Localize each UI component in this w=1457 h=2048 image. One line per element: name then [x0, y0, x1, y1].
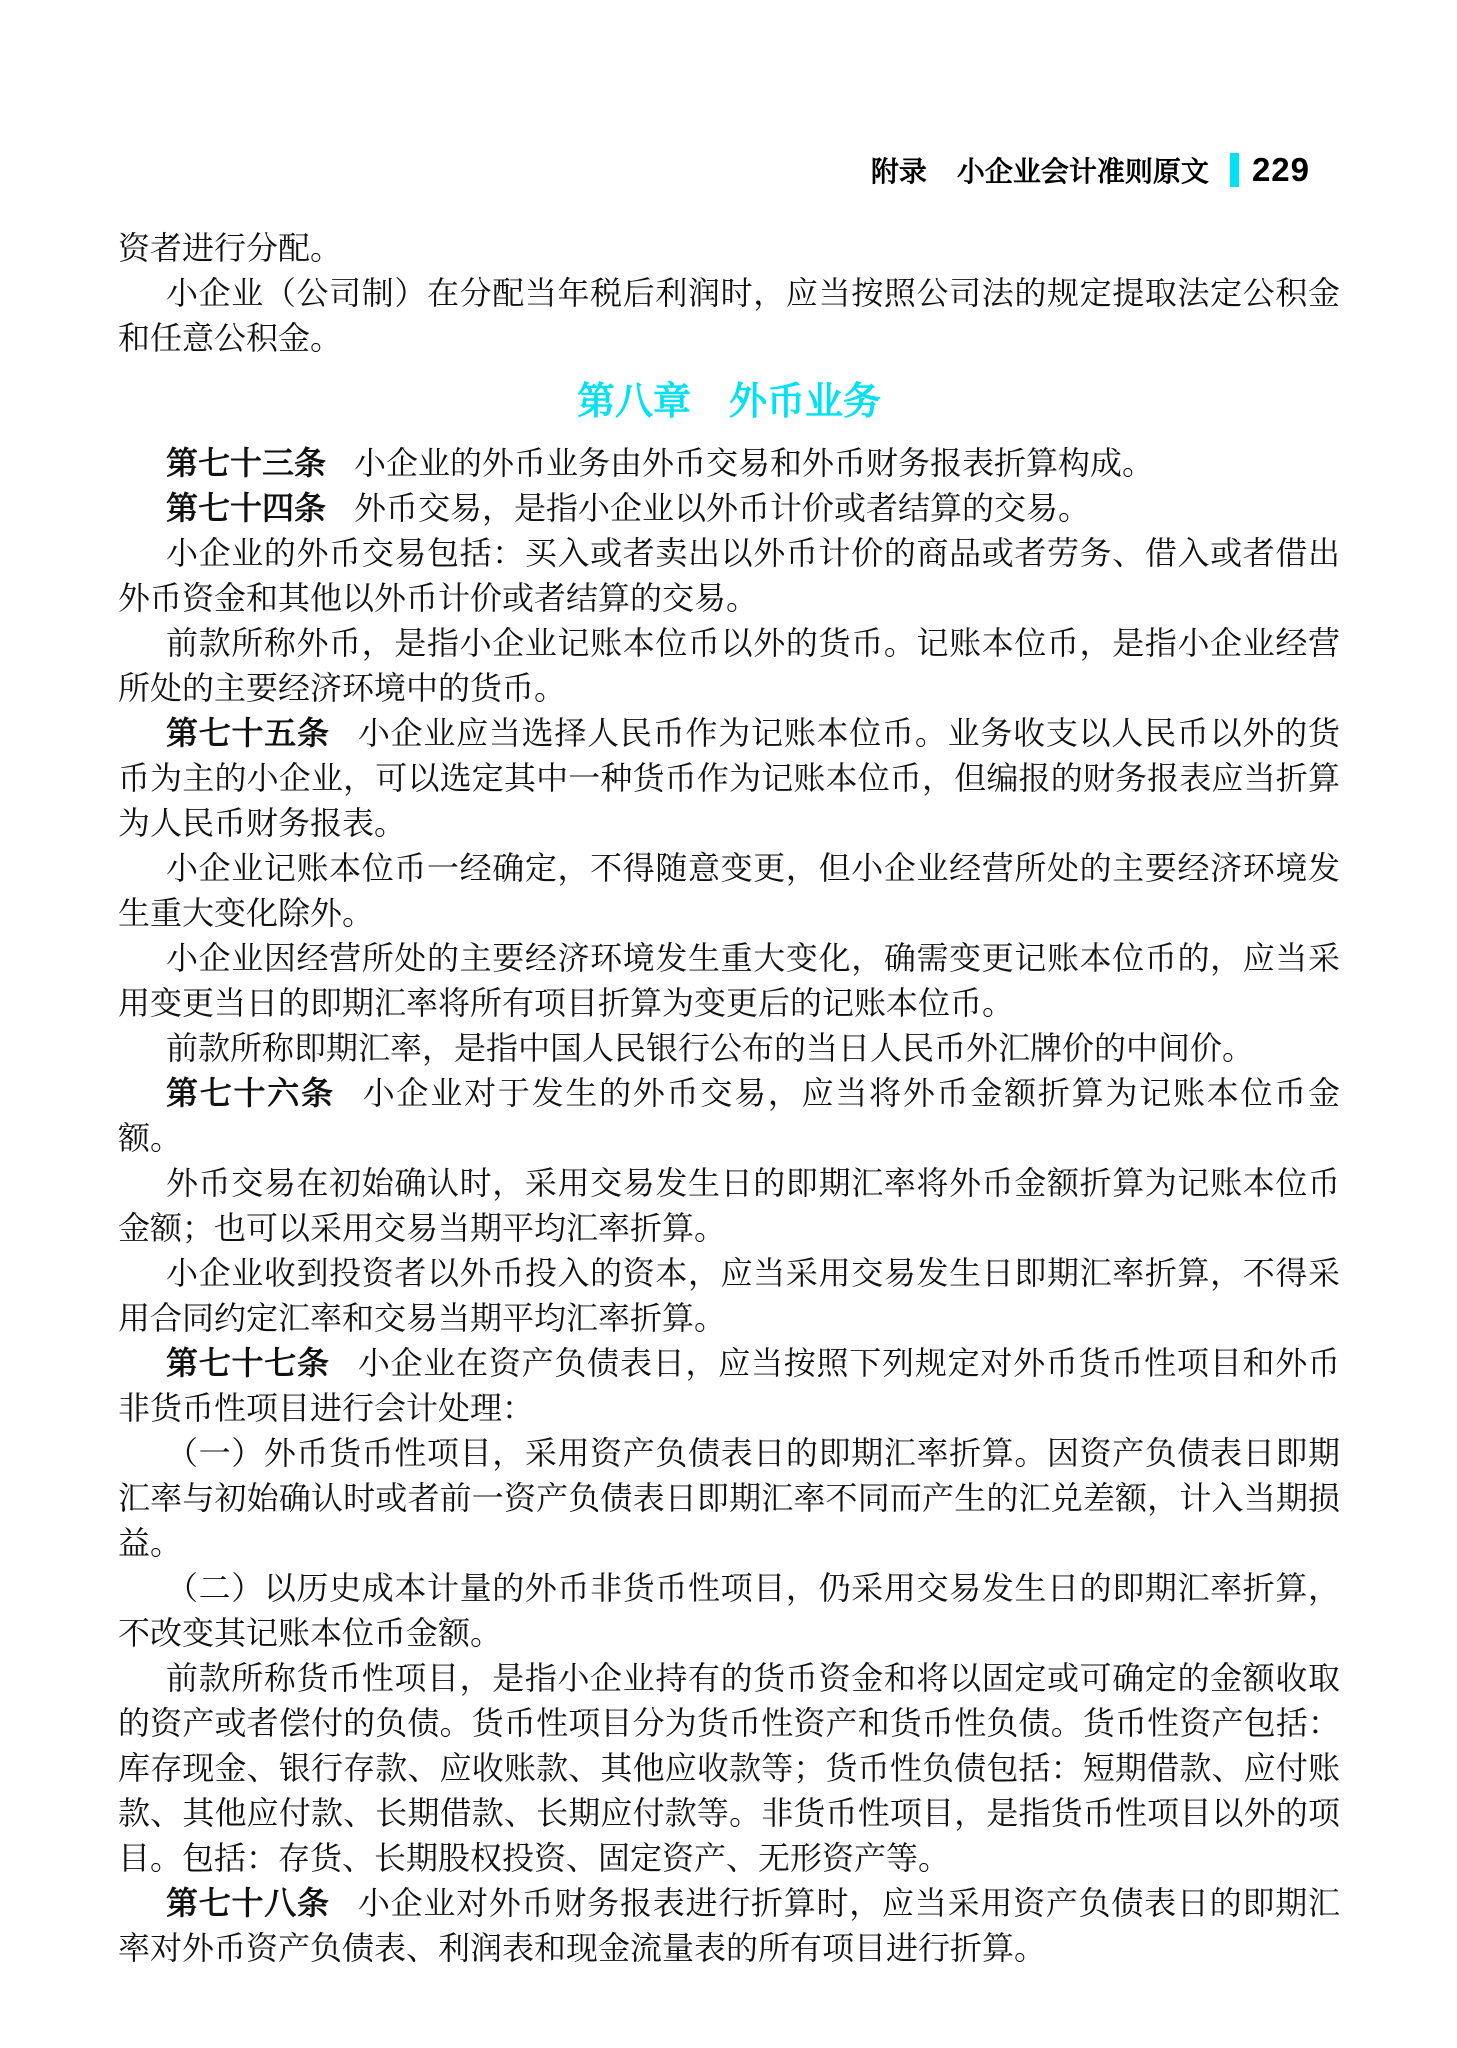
- paragraph: 小企业记账本位币一经确定，不得随意变更，但小企业经营所处的主要经济环境发生重大变化除外。: [118, 850, 1340, 931]
- chapter-paragraphs: [118, 441, 1340, 1971]
- running-header: [871, 150, 1310, 190]
- header-section-label: 附录: [870, 156, 927, 187]
- chapter-heading: 第八章 外币业务: [576, 381, 881, 423]
- paragraph: 第七十八条 小企业对外币财务报表进行折算时，应当采用资产负债表日的即期汇率对外币资产负债表、利润表和现金流量表的所有项目进行折算。: [118, 1885, 1340, 1966]
- paragraph: 第七十六条 小企业对于发生的外币交易，应当将外币金额折算为记账本位币金额。: [118, 1075, 1340, 1156]
- paragraph: 小企业（公司制）在分配当年税后利润时，应当按照公司法的规定提取法定公积金和任意公积金。: [118, 275, 1340, 356]
- paragraph: 小企业因经营所处的主要经济环境发生重大变化，确需变更记账本位币的，应当采用变更当日的即期汇率将所有项目折算为变更后的记账本位币。: [118, 940, 1340, 1021]
- paragraph: 第七十五条 小企业应当选择人民币作为记账本位币。业务收支以人民币以外的货币为主的小企业，可以选定其中一种货币作为记账本位币，但编报的财务报表应当折算为人民币财务报表。: [118, 715, 1340, 841]
- article-number: 第七十四条: [166, 490, 327, 526]
- paragraph: 前款所称外币，是指小企业记账本位币以外的货币。记账本位币，是指小企业经营所处的主要经济环境中的货币。: [118, 625, 1340, 706]
- paragraph: 资者进行分配。: [118, 230, 343, 266]
- paragraph: 第七十四条 外币交易，是指小企业以外币计价或者结算的交易。: [166, 490, 1091, 526]
- article-number: 第七十三条: [166, 445, 327, 481]
- header-book-title: 小企业会计准则原文: [956, 156, 1209, 187]
- header-accent-bar: [1230, 153, 1239, 187]
- paragraph: 小企业收到投资者以外币投入的资本，应当采用交易发生日即期汇率折算，不得采用合同约定汇率和交易当期平均汇率折算。: [118, 1255, 1340, 1336]
- article-number: 第七十七条: [166, 1345, 330, 1381]
- article-number: 第七十六条: [166, 1075, 335, 1111]
- page-number: 229: [1251, 151, 1310, 188]
- page-body: [118, 226, 1340, 1971]
- paragraph: 第七十七条 小企业在资产负债表日，应当按照下列规定对外币货币性项目和外币非货币性项目进行会计处理：: [118, 1345, 1340, 1426]
- paragraph: （一）外币货币性项目，采用资产负债表日的即期汇率折算。因资产负债表日即期汇率与初始确认时或者前一资产负债表日即期汇率不同而产生的汇兑差额，计入当期损益。: [118, 1435, 1340, 1561]
- paragraph: 前款所称货币性项目，是指小企业持有的货币资金和将以固定或可确定的金额收取的资产或者偿付的负债。货币性项目分为货币性资产和货币性负债。货币性资产包括：库存现金、银行存款、应收账款、其他应收款等；货币性负债包括：短期借款、应付账款、其他应付款、长期借款、长期应付款等。非货币性项目，是指货币性项目以外的项目。包括：存货、长期股权投资、固定资产、无形资产等。: [118, 1660, 1340, 1876]
- article-number: 第七十八条: [166, 1885, 330, 1921]
- intro-paragraphs: [118, 226, 1340, 361]
- paragraph: 小企业的外币交易包括：买入或者卖出以外币计价的商品或者劳务、借入或者借出外币资金和其他以外币计价或者结算的交易。: [118, 535, 1340, 616]
- paragraph: 第七十三条 小企业的外币业务由外币交易和外币财务报表折算构成。: [166, 445, 1155, 481]
- paragraph: 前款所称即期汇率，是指中国人民银行公布的当日人民币外汇牌价的中间价。: [166, 1030, 1255, 1066]
- article-number: 第七十五条: [166, 715, 330, 751]
- paragraph: （二）以历史成本计量的外币非货币性项目，仍采用交易发生日的即期汇率折算，不改变其记账本位币金额。: [118, 1570, 1340, 1651]
- paragraph: 外币交易在初始确认时，采用交易发生日的即期汇率将外币金额折算为记账本位币金额；也可以采用交易当期平均汇率折算。: [118, 1165, 1340, 1246]
